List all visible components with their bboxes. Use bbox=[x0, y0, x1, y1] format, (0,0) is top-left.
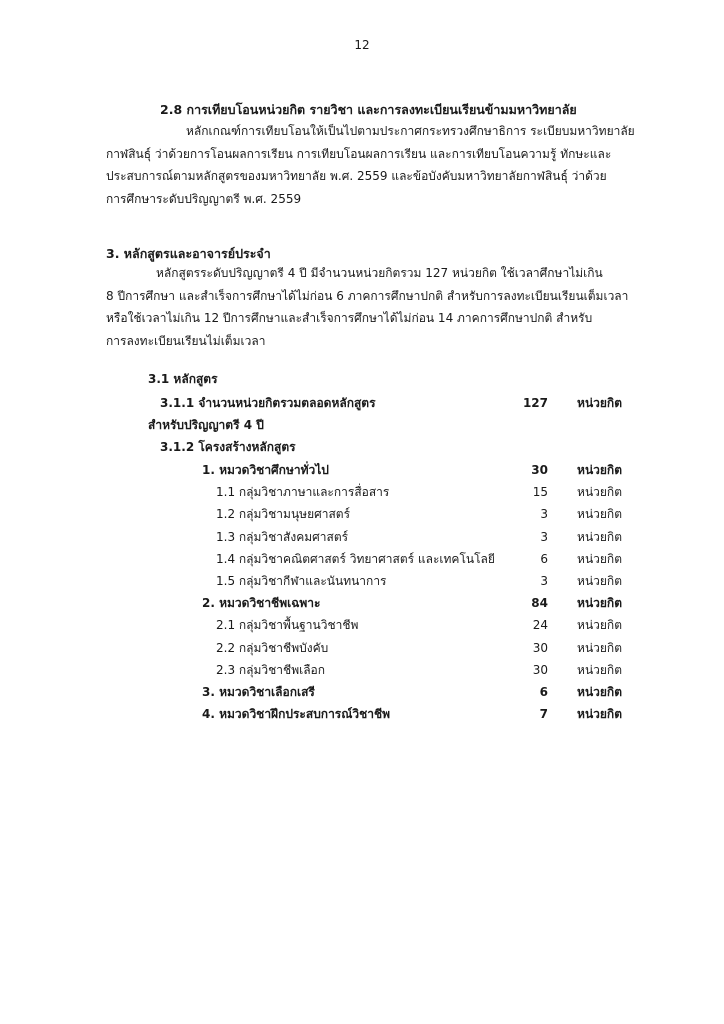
paragraph-line: หรือใช้เวลาไม่เกิน 12 ปีการศึกษาและสำเร็จการศึกษาได้ไม่ก่อน 14 ภาคการศึกษาปกติ สำหรับ bbox=[106, 311, 593, 325]
structure-item-unit: หน่วยกิต bbox=[577, 662, 622, 677]
paragraph-line: การลงทะเบียนเรียนไม่เต็มเวลา bbox=[106, 333, 266, 348]
structure-item-unit: หน่วยกิต bbox=[577, 507, 622, 522]
paragraph-line: หลักสูตรระดับปริญญาตรี 4 ปี มีจำนวนหน่วยกิตรวม 127 หน่วยกิต ใช้เวลาศึกษาไม่เกิน bbox=[156, 266, 603, 280]
structure-item-value: 84 bbox=[531, 596, 548, 611]
structure-item-label: 1.2 กลุ่มวิชามนุษยศาสตร์ bbox=[216, 507, 351, 522]
structure-item-unit: หน่วยกิต bbox=[577, 551, 622, 566]
structure-item-unit: หน่วยกิต bbox=[577, 574, 622, 588]
structure-item-label: 1.1 กลุ่มวิชาภาษาและการสื่อสาร bbox=[216, 485, 390, 500]
section-3-1-heading: 3.1 หลักสูตร bbox=[148, 372, 218, 386]
structure-item-label: 2. หมวดวิชาชีพเฉพาะ bbox=[202, 596, 321, 611]
page-number: 12 bbox=[354, 38, 370, 52]
item-3-1-1-value: 127 bbox=[522, 396, 548, 410]
item-3-1-1-sublabel: สำหรับปริญญาตรี 4 ปี bbox=[148, 418, 264, 432]
structure-item-unit: หน่วยกิต bbox=[577, 618, 622, 633]
structure-item-value: 6 bbox=[540, 551, 548, 566]
structure-item-label: 2.2 กลุ่มวิชาชีพบังคับ bbox=[216, 640, 329, 655]
structure-item-unit: หน่วยกิต bbox=[577, 596, 622, 611]
section-2-8-heading: 2.8 การเทียบโอนหน่วยกิต รายวิชา และการลงทะเบียนเรียนข้ามมหาวิทยาลัย bbox=[160, 102, 577, 117]
structure-item-value: 30 bbox=[532, 662, 548, 677]
structure-item-value: 30 bbox=[532, 640, 548, 655]
structure-item-value: 3 bbox=[540, 529, 548, 544]
structure-item-value: 3 bbox=[540, 574, 548, 588]
structure-item-unit: หน่วยกิต bbox=[577, 640, 622, 655]
structure-item-label: 1.3 กลุ่มวิชาสังคมศาสตร์ bbox=[216, 529, 349, 544]
structure-item-unit: หน่วยกิต bbox=[577, 485, 622, 500]
structure-item-unit: หน่วยกิต bbox=[577, 463, 622, 477]
item-3-1-2-label: 3.1.2 โครงสร้างหลักสูตร bbox=[160, 440, 296, 454]
paragraph-line: หลักเกณฑ์การเทียบโอนให้เป็นไปตามประกาศกระทรวงศึกษาธิการ ระเบียบมหาวิทยาลัย bbox=[186, 124, 635, 138]
structure-item-label: 4. หมวดวิชาฝึกประสบการณ์วิชาชีพ bbox=[202, 707, 391, 722]
structure-item-label: 1.4 กลุ่มวิชาคณิตศาสตร์ วิทยาศาสตร์ และเทคโนโลยี bbox=[216, 551, 495, 566]
structure-item-label: 2.1 กลุ่มวิชาพื้นฐานวิชาชีพ bbox=[216, 618, 359, 633]
structure-item-label: 2.3 กลุ่มวิชาชีพเลือก bbox=[216, 662, 326, 677]
section-3-heading: 3. หลักสูตรและอาจารย์ประจำ bbox=[106, 246, 271, 261]
paragraph-line: การศึกษาระดับปริญญาตรี พ.ศ. 2559 bbox=[106, 191, 302, 206]
section-2-8-paragraph bbox=[106, 120, 635, 210]
item-3-1-1-unit: หน่วยกิต bbox=[577, 396, 622, 410]
structure-item-label: 1.5 กลุ่มวิชากีฬาและนันทนาการ bbox=[216, 574, 387, 588]
structure-item-label: 3. หมวดวิชาเลือกเสรี bbox=[202, 685, 315, 699]
structure-item-value: 15 bbox=[532, 485, 548, 500]
structure-item-unit: หน่วยกิต bbox=[577, 529, 622, 544]
section-3-paragraph bbox=[106, 262, 629, 352]
paragraph-line: 8 ปีการศึกษา และสำเร็จการศึกษาได้ไม่ก่อน 6 ภาคการศึกษาปกติ สำหรับการลงทะเบียนเรียนเต็มเวลา bbox=[106, 288, 629, 303]
structure-item-label: 1. หมวดวิชาศึกษาทั่วไป bbox=[202, 463, 329, 477]
structure-item-value: 3 bbox=[540, 507, 548, 522]
structure-item-value: 24 bbox=[532, 618, 548, 633]
structure-item-value: 7 bbox=[539, 707, 548, 722]
paragraph-line: ประสบการณ์ตามหลักสูตรของมหาวิทยาลัย พ.ศ. 2559 และข้อบังคับมหาวิทยาลัยกาฬสินธุ์ ว่าด้วย bbox=[106, 169, 607, 183]
structure-item-value: 30 bbox=[531, 463, 548, 477]
structure-item-unit: หน่วยกิต bbox=[577, 707, 622, 722]
item-3-1-1-label: 3.1.1 จำนวนหน่วยกิตรวมตลอดหลักสูตร bbox=[160, 396, 376, 410]
structure-item-unit: หน่วยกิต bbox=[577, 685, 622, 699]
structure-item-value: 6 bbox=[539, 685, 548, 699]
paragraph-line: กาฬสินธุ์ ว่าด้วยการโอนผลการเรียน การเทียบโอนผลการเรียน และการเทียบโอนความรู้ ทักษะและ bbox=[106, 146, 612, 161]
